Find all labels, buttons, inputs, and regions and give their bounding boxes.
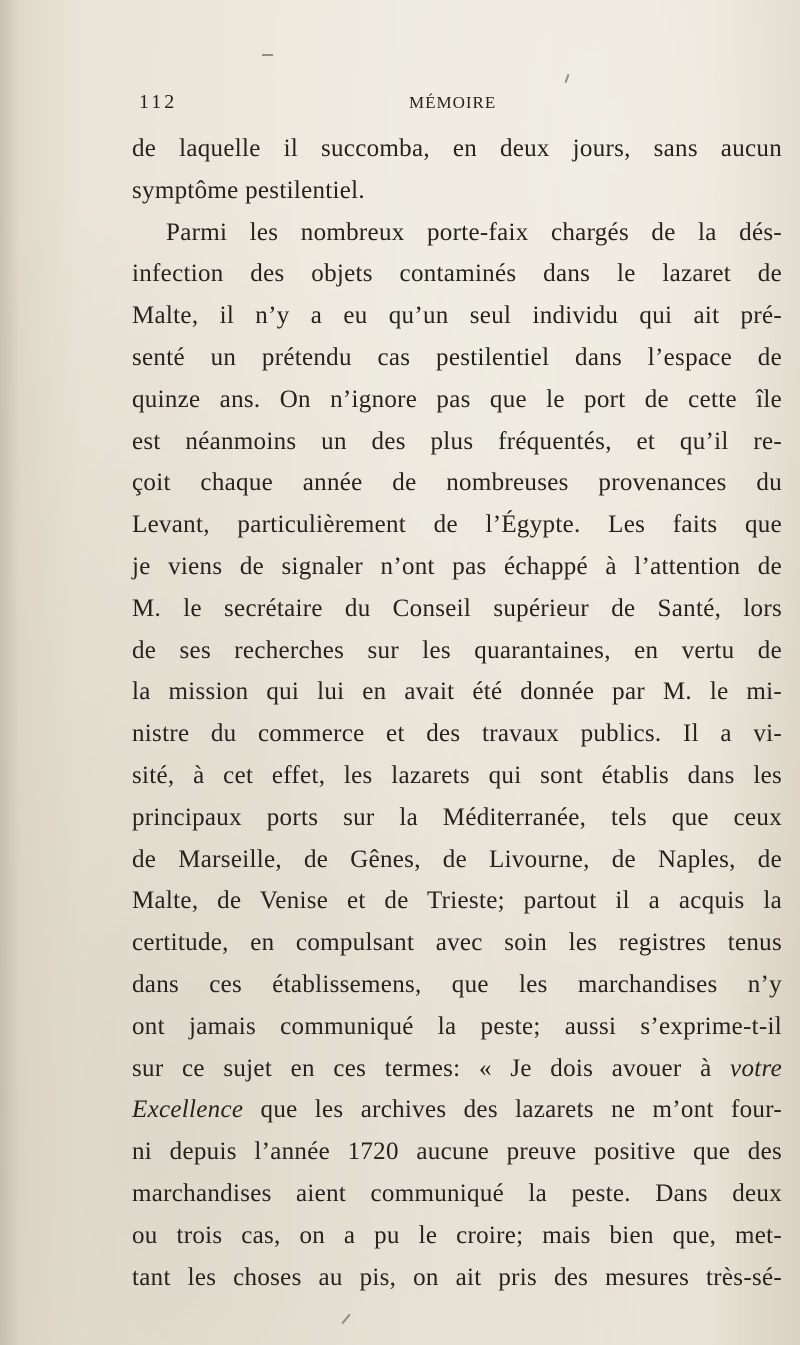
body-text — [132, 128, 782, 1298]
text-line-with-italic — [132, 1048, 782, 1090]
text-line: infection des objets contaminés dans le lazaret de — [132, 260, 782, 288]
ink-speck — [262, 54, 273, 56]
ink-speck — [341, 1314, 350, 1324]
text-line: de laquelle il succomba, en deux jours, sans aucun — [132, 135, 782, 162]
italic-word: votre — [730, 1054, 782, 1082]
text-line: certitude, en compulsant avec soin les registres tenus — [132, 929, 782, 957]
text-line: marchandises aient communiqué la peste. Dans deux — [132, 1179, 782, 1207]
text-line: çoit chaque année de nombreuses provenances du — [132, 469, 782, 497]
text-line: Levant, particulièrement de l’Égypte. Les faits que — [132, 511, 782, 539]
text-line: ni depuis l’année 1720 aucune preuve positive que des — [132, 1138, 782, 1166]
text-line: nistre du commerce et des travaux publics. Il a vi- — [132, 720, 782, 748]
page-number: 112 — [139, 91, 178, 113]
text-line: Malte, il n’y a eu qu’un seul individu qui ait pré- — [132, 302, 782, 330]
text-line: est néanmoins un des plus fréquentés, et qu’il re- — [132, 427, 782, 455]
text-line: la mission qui lui en avait été donnée par M. le mi- — [132, 678, 782, 706]
text-line: sité, à cet effet, les lazarets qui sont établis dans les — [132, 761, 782, 789]
text-line: de ses recherches sur les quarantaines, en vertu de — [132, 636, 782, 664]
ink-speck — [565, 74, 570, 83]
text-segment: sur ce sujet en ces termes: « Je dois avouer à — [132, 1054, 712, 1082]
text-line-with-italic — [132, 1089, 782, 1131]
text-line: Malte, de Venise et de Trieste; partout il a acquis la — [132, 887, 782, 915]
page-header — [130, 91, 790, 121]
text-line: ont jamais communiqué la peste; aussi s’exprime-t-il — [132, 1012, 782, 1040]
page-edge-shadow — [0, 0, 20, 1345]
text-line: quinze ans. On n’ignore pas que le port de cette île — [132, 385, 782, 413]
text-line: Parmi les nombreux porte-faix chargés de la dés- — [166, 218, 782, 246]
text-line: de Marseille, de Gênes, de Livourne, de Naples, de — [132, 845, 782, 873]
text-line: senté un prétendu cas pestilentiel dans l’espace de — [132, 343, 782, 371]
text-line: je viens de signaler n’ont pas échappé à l’attention de — [132, 552, 782, 580]
text-line: symptôme pestilentiel. — [132, 176, 365, 204]
text-line: tant les choses au pis, on ait pris des mesures très-sé- — [132, 1263, 782, 1291]
text-line: M. le secrétaire du Conseil supérieur de Santé, lors — [132, 594, 782, 622]
text-line: ou trois cas, on a pu le croire; mais bien que, met- — [132, 1221, 782, 1249]
text-line: principaux ports sur la Méditerranée, tels que ceux — [132, 803, 782, 831]
text-line: dans ces établissemens, que les marchandises n’y — [132, 970, 782, 998]
italic-word: Excellence — [132, 1096, 244, 1124]
text-segment: que les archives des lazarets ne m’ont four- — [260, 1096, 782, 1124]
running-title: MÉMOIRE — [409, 93, 497, 112]
